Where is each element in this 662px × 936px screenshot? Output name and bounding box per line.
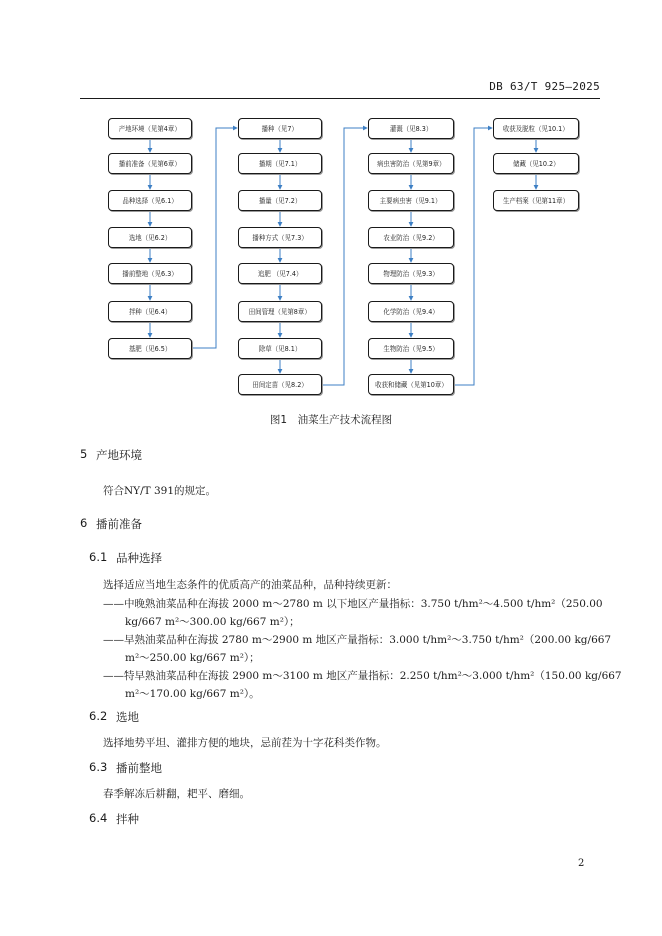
section-6-3-text: 春季解冻后耕翻，耙平、磨细。 xyxy=(103,788,250,800)
section-6-2-title: 选地 xyxy=(116,710,139,724)
section-6-4-number: 6.4 xyxy=(89,811,108,825)
flow-box-base-fertilizer: 基肥（见6.5） xyxy=(108,338,192,359)
section-6-3-title: 播前整地 xyxy=(116,761,162,775)
flow-box-sowing-method: 播种方式（见7.3） xyxy=(238,227,322,248)
section-5-number: 5 xyxy=(80,447,88,461)
standard-number: DB 63/T 925—2025 xyxy=(489,80,600,93)
link-col2-col3 xyxy=(322,128,367,385)
flow-box-land-preparation: 播前整地（见6.3） xyxy=(108,263,192,284)
flow-box-pest-control: 病虫害防治（见第9章） xyxy=(368,153,454,174)
section-6-1-item-2-cont: m²～250.00 kg/667 m²）； xyxy=(125,652,260,664)
section-6-2-number: 6.2 xyxy=(89,709,108,723)
flow-box-site-environment: 产地环境（见第4章） xyxy=(108,118,192,139)
flow-box-harvest-storage: 收获和储藏（见第10章） xyxy=(368,374,454,395)
flow-box-chemical-control: 化学防治（见9.4） xyxy=(368,301,454,322)
flow-box-physical-control: 物理防治（见9.3） xyxy=(368,263,454,284)
flow-box-irrigation: 灌溉（见8.3） xyxy=(368,118,454,139)
flow-box-weeding: 除草（见8.1） xyxy=(238,338,322,359)
flow-box-storage: 储藏（见10.2） xyxy=(493,153,579,174)
flow-box-harvest-threshing: 收获及脱粒（见10.1） xyxy=(493,118,579,139)
flow-box-biological-control: 生物防治（见9.5） xyxy=(368,338,454,359)
flow-box-production-records: 生产档案（见第11章） xyxy=(493,190,579,211)
flow-box-topdressing: 追肥 （见7.4） xyxy=(238,263,322,284)
section-6-1-title: 品种选择 xyxy=(116,551,162,565)
section-6-1-item-3-cont: m²～170.00 kg/667 m²）。 xyxy=(125,688,260,700)
flow-box-agricultural-control: 农业防治（见9.2） xyxy=(368,227,454,248)
flow-box-sowing: 播种（见7） xyxy=(238,118,322,139)
flow-box-field-management: 田间管理（见第8章） xyxy=(238,301,322,322)
flow-box-seed-dressing: 拌种（见6.4） xyxy=(108,301,192,322)
page-number: 2 xyxy=(578,858,585,869)
section-6-3-number: 6.3 xyxy=(89,760,108,774)
section-6-1-number: 6.1 xyxy=(89,550,108,564)
section-6-4-title: 拌种 xyxy=(116,812,139,826)
section-6-2-text: 选择地势平坦、灌排方便的地块，忌前茬为十字花科类作物。 xyxy=(103,737,387,749)
section-6-1-item-1-cont: kg/667 m²～300.00 kg/667 m²）； xyxy=(125,616,300,628)
flow-box-sowing-rate: 播量（见7.2） xyxy=(238,190,322,211)
section-6-1-item-2: ——早熟油菜品种在海拔 2780 m～2900 m 地区产量指标：3.000 t/hm²～3.750 t/hm²（200.00 kg/667 xyxy=(103,634,612,646)
section-6-1-intro: 选择适应当地生态条件的优质高产的油菜品种，品种持续更新： xyxy=(103,579,397,591)
section-6-title: 播前准备 xyxy=(96,517,142,531)
flow-box-main-pests: 主要病虫害（见9.1） xyxy=(368,190,454,211)
link-col3-col4 xyxy=(454,128,492,385)
link-col1-col2 xyxy=(192,128,237,348)
figure-caption: 图1 油菜生产技术流程图 xyxy=(269,414,393,426)
section-6-1-item-1: ——中晚熟油菜品种在海拔 2000 m～2780 m 以下地区产量指标：3.750 t/hm²～4.500 t/hm²（250.00 xyxy=(103,598,603,610)
section-6-number: 6 xyxy=(80,516,88,530)
flow-box-site-selection: 选地（见6.2） xyxy=(108,227,192,248)
flow-box-sowing-date: 播期（见7.1） xyxy=(238,153,322,174)
flow-box-pre-sowing: 播前准备（见第6章） xyxy=(108,153,192,174)
flow-box-variety-selection: 品种选择（见6.1） xyxy=(108,190,192,211)
flow-box-seedling-thinning: 田间定苗（见8.2） xyxy=(238,374,322,395)
section-6-1-item-3: ——特早熟油菜品种在海拔 2900 m～3100 m 地区产量指标：2.250 t/hm²～3.000 t/hm²（150.00 kg/667 xyxy=(103,670,622,682)
section-5-title: 产地环境 xyxy=(96,448,142,462)
section-5-text: 符合NY/T 391的规定。 xyxy=(103,485,217,497)
